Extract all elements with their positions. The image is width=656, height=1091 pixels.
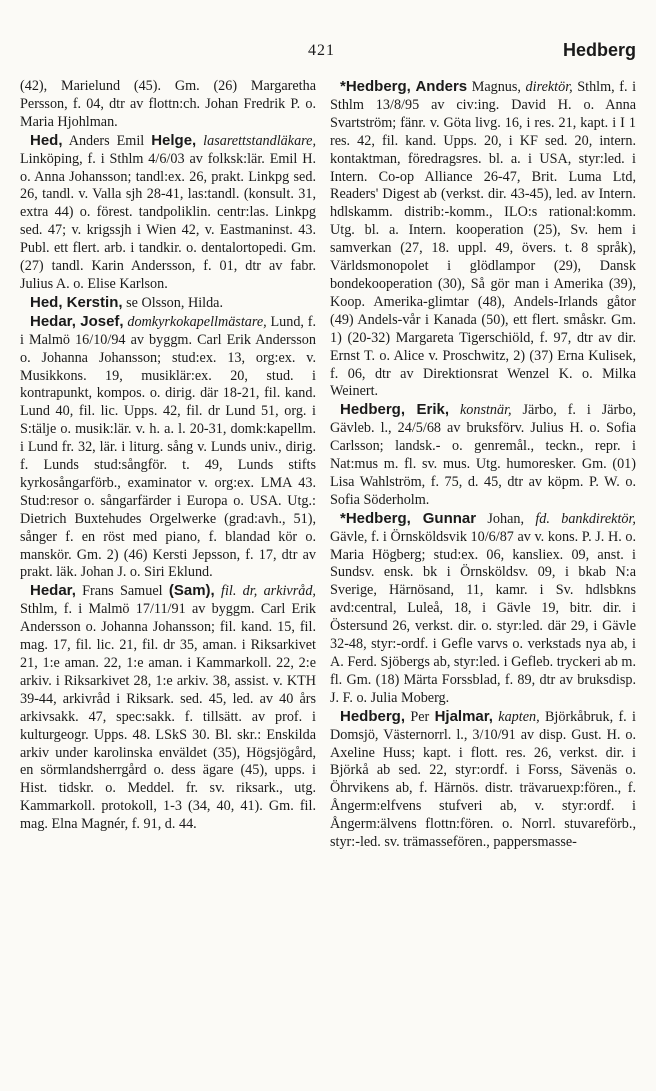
entry-text: Gävle, f. i Örnsköldsvik 10/6/87 av v. kons. P. J. H. o. Maria Högberg; stud:ex. 06, kansliex. 09, anst. i Sundsv. ensk. bk i Örnsköldsv. 09, i bkab N:a Sverige, Härnösand, 11, kamr. i Sv. hdlsbkns avd:central, Luleå, 18, i Gävle 19, bitr. dir. i Östersund 26, verkst. dir. o. styr:led. där 29, i Gävle 32-48, styr:-ordf. i Gefle varvs o. verkstads nya ab, i A. Ferd. Sjöbergs ab, styr:led. i Gefleb. tryckeri ab m. fl. Gm. (18) Märta Forssblad, f. 89, dtr av bruksdisp. J. F. o. Julia Moberg.: [330, 528, 636, 706]
entry-hedar-josef: [20, 313, 316, 583]
entry-given-names: Johan,: [476, 510, 525, 527]
entry-text: Björkåbruk, f. i Domsjö, Västernorrl. l., 3/10/91 av disp. Gust. H. o. Axeline Huss; kapt. i flott. res. 26, verkst. dir. i Björkå ab sed. 22, styr:ordf. i Forss, Sävenäs o. Öhrvikens ab, f. Härnös. distr. trävaruexp:fören., f. Ångerm:elfvens stufveri ab, v. styr:ordf. i Ångerm:älvens flottn:fören. o. Norrl. stuvareförb., styr:-led. sv. trämassefören., pappersmasse-: [330, 708, 636, 851]
entry-continuation: [20, 78, 316, 132]
entry-text: Linköping, f. i Sthlm 4/6/03 av folksk:lär. Emil H. o. Anna Johansson; tandl:ex. 26, prakt. Linkpg sed. 26, tandl. v. Valla sjh 28-41, las:tandl. (konsult. 31, extra 44) o. förest. tandpoliklin. centr:las. Linkpg sed. 47; v. krigssjh i Wien 42, v. Eastmaninst. 43. Publ. ett flert. arb. i tandkir. o. dentalortopedi. Gm. (27) tandl. Karin Andersson, f. 01, dtr av fabr. Julius A. o. Elise Karlson.: [20, 150, 316, 292]
left-column: [20, 78, 316, 834]
entry-call-name: Helge,: [151, 131, 197, 149]
entry-title: domkyrkokapellmästare,: [123, 313, 267, 330]
entry-title: fd. bankdirektör,: [524, 510, 636, 527]
entry-hedberg-hjalmar: [330, 708, 636, 852]
entry-headword: Hedar,: [30, 582, 76, 600]
entry-headword: Hedar, Josef,: [30, 312, 124, 330]
entry-text: Lund, f. i Malmö 16/10/94 av byggm. Carl Erik Andersson o. Johanna Johansson; stud:ex. 13, org:ex. v. Musikkons. 19, musiklär:ex. 20, stud. i kontrapunkt, kompos. o. dirig. där 18-21, fil. kand. Lund 40, fil. lic. Upps. 42, fil. dr Lund 51, org. i S:tälje o. musik:lär. v. h. a. l. 20-31, domk:kapellm. i Lund fr. 32, lär. i liturg. sång v. Lunds univ., dirig. f. Lunds stud:sångför. t. 49, Lunds stifts kyrkosångarförb., examinator v. org:ex. LMA 43. Stud:resor o. sångarfärder i Europa o. USA. Utg.: Dietrich Buxtehudes Orgelwerke (grad:avh., 51), sånger f. en röst med piano, f. blandad kör o. manskör. Gm. 2) (46) Kersti Jepsson, f. 17, dtr av prakt. läk. Johan J. o. Siri Eklund.: [20, 313, 316, 581]
entry-headword: *Hedberg, Gunnar: [340, 509, 477, 527]
entry-text: Sthlm, f. i Malmö 17/11/91 av byggm. Carl Erik Andersson o. Johanna Johansson; fil. kand. 15, fil. mag. 17, fil. lic. 21, fil. dr 35, aman. i Riksarkivet 21, 1:e aman. 22, 1:e aman. i Kammarkoll. 22, 2:e arkiv. i Riksarkivet 28, 1:e arkiv. 38, assist. v. KTH 39-44, arkivråd i Riksark. sed. 45, led. av 40 års arkivsakk. 47, spec:sakk. f. tillsätt. av prof. i kulturgeogr. Upps. 48. LSkS 30. Bl. skr.: Enskilda arkiv under karolinska enväldet (35), Högsjögård, en sörmlandsherrgård o. dess ägare (45), upps. i Hist. tidskr. o. Meddel. fr. sv. riksark., utg. Kammarkoll. protokoll, 1-3 (34, 40, 41). Gm. fil. mag. Elna Magnér, f. 91, d. 44.: [20, 601, 316, 833]
right-column: [330, 78, 636, 852]
entry-hedar-sam: [20, 582, 316, 834]
entry-given-names: Per: [405, 708, 435, 725]
entry-headword: Hedberg,: [340, 707, 406, 725]
entry-text: se Olsson, Hilda.: [122, 294, 224, 311]
entry-hedberg-anders: [330, 78, 636, 401]
entry-text: (42), Marielund (45). Gm. (26) Margaretha Persson, f. 04, dtr av flottn:ch. Johan Fredrik P. o. Maria Hjohlman.: [20, 78, 316, 130]
entry-headword: Hed,: [30, 131, 63, 149]
entry-title: fil. dr, arkivråd,: [214, 583, 316, 600]
page-header: [0, 40, 656, 70]
entry-title: konstnär,: [449, 402, 512, 419]
entry-call-name: Hjalmar,: [434, 707, 493, 725]
entry-text: Sthlm, f. i Sthlm 13/8/95 av civ:ing. David H. o. Anna Svartström; fänr. v. Göta livg. 16, i res. 21, kapt. i I 1 res. 42, fil. kand. Upps. 20, i KF sed. 20, intern. kontaktman, föredragsres. bl. a. i USA, styr:led. i Intern. Co-op Alliance 26-47, Brit. Luma Ltd, Readers' Digest ab (verkst. dir. 43-45), led. av Intern. hdlskamm. distrib:-komm., ILO:s rational:komm. Utg. bl. a. Intern. kooperation (25), Sv. hem i samverkan (27, 18. uppl. 49, övers. t. 8 språk), Världsmonopolet i glödlampor (29), Dansk bondekooperation (30), Så gör man i Amerika (39), Koop. Amerika-glimtar (48), Andels-Irlands gåtor (49) Andels-vår i Kanada (50), ett flert. småskr. Gm. 1) (20-32) Margareta Tigerschiöld, f. 97, dtr av dir. Ernst T. o. Alice v. Proschwitz, 2) (37) Erna Kulisek, f. 06, dtr av Direktionsrat Wenzel K. o. Milka Weinert.: [330, 79, 637, 400]
entry-title: lasarettstandläkare,: [196, 132, 316, 149]
entry-call-name: (Sam),: [168, 582, 215, 600]
entry-given-names: Anders Emil: [62, 132, 152, 149]
entry-given-names: Frans Samuel: [75, 583, 169, 600]
entry-hedberg-gunnar: [330, 510, 636, 708]
entry-hed-kerstin: [20, 294, 316, 313]
entry-text: Järbo, f. i Järbo, Gävleb. l., 24/5/68 av bruksförv. Julius H. o. Sofia Carlsson; landsk.- o. genremål., teckn., repr. i Nat:mus m. fl. sv. mus. Utg. humoresker. Gm. (01) Lisa Wahlström, f. 75, d. 45, dtr av köpm. P. W. o. Sofia Söderholm.: [330, 402, 636, 508]
entry-headword: Hedberg, Erik,: [340, 401, 450, 419]
running-head: Hedberg: [562, 40, 636, 60]
entry-headword: Hed, Kerstin,: [30, 293, 123, 311]
page-number: 421: [308, 42, 335, 59]
entry-given-names: Magnus,: [467, 79, 521, 95]
entry-title: direktör,: [520, 79, 573, 95]
entry-hed-helge: [20, 132, 316, 294]
entry-headword: *Hedberg, Anders: [340, 78, 468, 95]
entry-hedberg-erik: [330, 401, 636, 509]
entry-title: kapten,: [492, 708, 540, 725]
